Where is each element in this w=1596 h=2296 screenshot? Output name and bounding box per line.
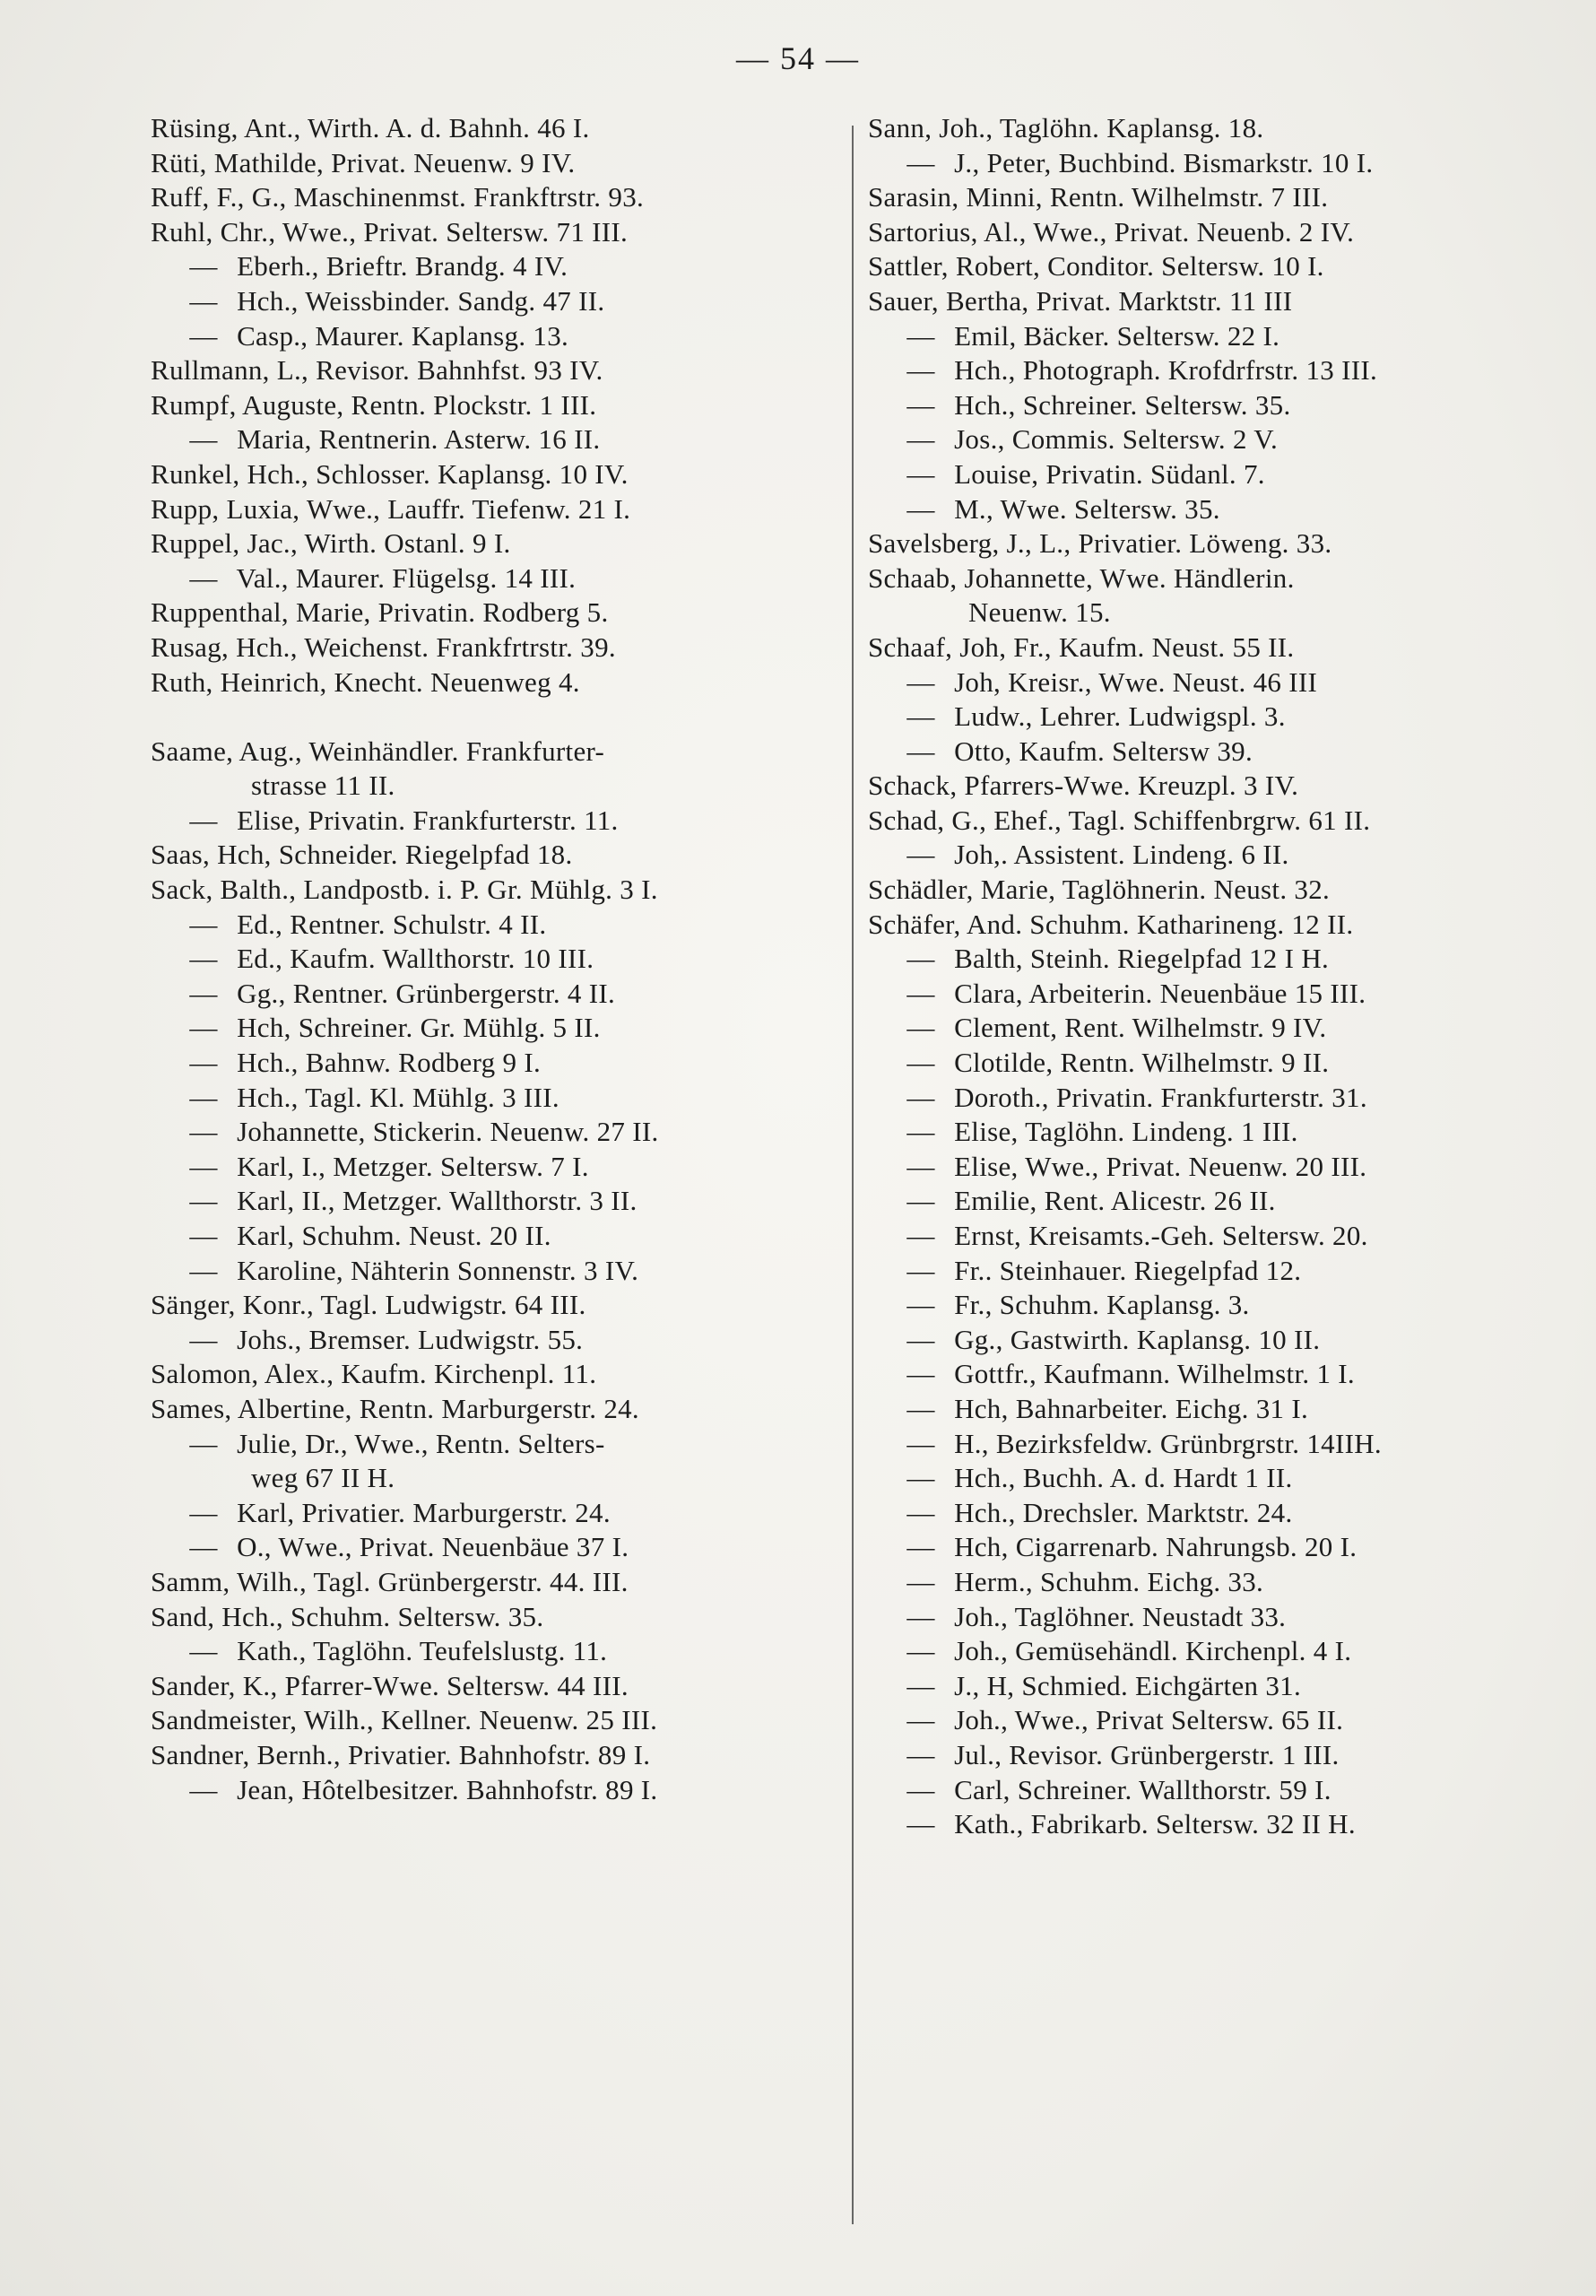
- ditto-dash: —: [189, 1531, 218, 1563]
- directory-entry: [868, 1496, 1531, 1531]
- directory-entry: [868, 908, 1531, 943]
- entry-text: Jos., Commis. Seltersw. 2 V.: [954, 423, 1278, 456]
- directory-entry: [868, 1357, 1531, 1392]
- entry-text: Karl, Privatier. Marburgerstr. 24.: [237, 1496, 611, 1528]
- entry-text: Casp., Maurer. Kaplansg. 13.: [237, 319, 569, 352]
- directory-entry: [868, 1530, 1531, 1565]
- entry-text: Karl, Schuhm. Neust. 20 II.: [237, 1220, 551, 1251]
- ditto-dash: —: [906, 665, 935, 698]
- directory-entry: [868, 492, 1531, 527]
- directory-entry: [868, 249, 1531, 284]
- directory-entry: [868, 1461, 1531, 1496]
- entry-text: Ernst, Kreisamts.-Geh. Seltersw. 20.: [954, 1220, 1368, 1251]
- entry-text: Herm., Schuhm. Eichg. 33.: [954, 1565, 1264, 1597]
- entry-text: Kath., Fabrikarb. Seltersw. 32 II H.: [954, 1808, 1356, 1840]
- directory-entry: [868, 1115, 1531, 1150]
- directory-entry: [151, 1565, 868, 1600]
- ditto-dash: —: [189, 1081, 218, 1113]
- directory-entry: [868, 561, 1531, 596]
- ditto-dash: —: [189, 1220, 218, 1251]
- ditto-dash: —: [906, 1012, 935, 1044]
- entry-text: Sandmeister, Wilh., Kellner. Neuenw. 25 III.: [151, 1704, 658, 1736]
- ditto-dash: —: [906, 700, 935, 733]
- entry-text: Saas, Hch, Schneider. Riegelpfad 18.: [151, 839, 573, 871]
- ditto-dash: —: [906, 1254, 935, 1286]
- ditto-dash: —: [906, 1116, 935, 1148]
- directory-entry: [151, 249, 868, 284]
- directory-entry: [151, 353, 868, 388]
- directory-entry: [151, 1357, 868, 1392]
- ditto-dash: —: [906, 977, 935, 1009]
- directory-entry: [868, 180, 1531, 215]
- directory-entry: [868, 215, 1531, 250]
- ditto-dash: —: [906, 1738, 935, 1770]
- entry-text: Rüsing, Ant., Wirth. A. d. Bahnh. 46 I.: [151, 112, 590, 144]
- entry-text: Sattler, Robert, Conditor. Seltersw. 10 I.: [868, 250, 1324, 283]
- entry-text: O., Wwe., Privat. Neuenbäue 37 I.: [237, 1531, 629, 1563]
- entry-text: strasse 11 II.: [251, 770, 395, 802]
- directory-entry: [868, 1565, 1531, 1600]
- directory-entry: [151, 596, 868, 631]
- ditto-dash: —: [906, 1358, 935, 1390]
- directory-entry: [151, 1184, 868, 1219]
- directory-entry: [151, 180, 868, 215]
- entry-text: Kath., Taglöhn. Teufelslustg. 11.: [237, 1635, 608, 1667]
- directory-entry: [868, 1738, 1531, 1773]
- ditto-dash: —: [189, 1773, 218, 1805]
- directory-entry: [151, 1530, 868, 1565]
- entry-text: Schad, G., Ehef., Tagl. Schiffenbrgrw. 61 II.: [868, 804, 1371, 836]
- directory-entry: [868, 1600, 1531, 1635]
- entry-text: Gottfr., Kaufmann. Wilhelmstr. 1 I.: [954, 1358, 1355, 1390]
- directory-entry: [868, 111, 1531, 146]
- directory-entry: [868, 1046, 1531, 1081]
- entry-text: Doroth., Privatin. Frankfurterstr. 31.: [954, 1081, 1367, 1113]
- ditto-dash: —: [906, 1462, 935, 1494]
- entry-text: Savelsberg, J., L., Privatier. Löweng. 33.: [868, 527, 1332, 560]
- ditto-dash: —: [906, 423, 935, 456]
- ditto-dash: —: [906, 943, 935, 975]
- directory-entry: [868, 1427, 1531, 1462]
- entry-text: Ruhl, Chr., Wwe., Privat. Seltersw. 71 III.: [151, 215, 629, 248]
- directory-entry: [151, 1150, 868, 1185]
- directory-entry: [868, 977, 1531, 1012]
- ditto-dash: —: [906, 492, 935, 525]
- directory-entry: [151, 1773, 868, 1808]
- directory-entry: [151, 146, 868, 181]
- entry-text: Elise, Privatin. Frankfurterstr. 11.: [237, 804, 619, 836]
- ditto-dash: —: [906, 319, 935, 352]
- ditto-dash: —: [906, 839, 935, 871]
- ditto-dash: —: [906, 1392, 935, 1424]
- entry-text: Sand, Hch., Schuhm. Seltersw. 35.: [151, 1600, 544, 1632]
- entry-text: Hch., Weissbinder. Sandg. 47 II.: [237, 284, 605, 317]
- directory-entry: [151, 1219, 868, 1254]
- entry-text: Sauer, Bertha, Privat. Marktstr. 11 III: [868, 284, 1293, 317]
- ditto-dash: —: [906, 1220, 935, 1251]
- directory-entry: [151, 1081, 868, 1116]
- ditto-dash: —: [906, 1600, 935, 1632]
- ditto-dash: —: [189, 284, 218, 317]
- entry-text: Johannette, Stickerin. Neuenw. 27 II.: [237, 1116, 659, 1148]
- entry-text: Hch., Schreiner. Seltersw. 35.: [954, 388, 1291, 421]
- entry-text: Joh,. Assistent. Lindeng. 6 II.: [954, 839, 1289, 871]
- entry-text: Sann, Joh., Taglöhn. Kaplansg. 18.: [868, 112, 1264, 144]
- directory-entry: [151, 838, 868, 873]
- entry-text: Rüti, Mathilde, Privat. Neuenw. 9 IV.: [151, 146, 576, 178]
- directory-entry: [868, 1634, 1531, 1669]
- directory-entry: [151, 1011, 868, 1046]
- entry-text: Saame, Aug., Weinhändler. Frankfurter-: [151, 735, 605, 767]
- directory-entry: [868, 1081, 1531, 1116]
- entry-text: Emilie, Rent. Alicestr. 26 II.: [954, 1185, 1276, 1217]
- entry-text: Sarasin, Minni, Rentn. Wilhelmstr. 7 III.: [868, 181, 1329, 213]
- directory-entry: [868, 319, 1531, 354]
- directory-entry: [868, 388, 1531, 423]
- directory-entry: [868, 1392, 1531, 1427]
- ditto-dash: —: [189, 1185, 218, 1217]
- entry-text: Jul., Revisor. Grünbergerstr. 1 III.: [954, 1738, 1340, 1770]
- entry-text: Schack, Pfarrers-Wwe. Kreuzpl. 3 IV.: [868, 770, 1299, 802]
- ditto-dash: —: [906, 388, 935, 421]
- directory-entry: [151, 1392, 868, 1427]
- directory-entry: [151, 1461, 868, 1496]
- directory-entry: [151, 1738, 868, 1773]
- ditto-dash: —: [906, 1531, 935, 1563]
- entry-text: Hch, Cigarrenarb. Nahrungsb. 20 I.: [954, 1531, 1357, 1563]
- entry-text: Karl, I., Metzger. Seltersw. 7 I.: [237, 1150, 589, 1182]
- directory-entry: [151, 284, 868, 319]
- directory-entry: [868, 353, 1531, 388]
- directory-entry: [151, 1703, 868, 1738]
- entry-text: Schädler, Marie, Taglöhnerin. Neust. 32.: [868, 874, 1331, 906]
- ditto-dash: —: [189, 1323, 218, 1355]
- entry-text: M., Wwe. Seltersw. 35.: [954, 492, 1220, 525]
- ditto-dash: —: [189, 1012, 218, 1044]
- directory-entry: [151, 457, 868, 492]
- directory-entry: [868, 942, 1531, 977]
- entry-text: Salomon, Alex., Kaufm. Kirchenpl. 11.: [151, 1358, 597, 1390]
- ditto-dash: —: [906, 1496, 935, 1528]
- ditto-dash: —: [189, 250, 218, 283]
- directory-entry: [868, 1807, 1531, 1842]
- entry-text: Sack, Balth., Landpostb. i. P. Gr. Mühlg. 3 I.: [151, 874, 658, 906]
- ditto-dash: —: [189, 1635, 218, 1667]
- entry-text: Elise, Wwe., Privat. Neuenw. 20 III.: [954, 1150, 1367, 1182]
- entry-text: Karoline, Nähterin Sonnenstr. 3 IV.: [237, 1254, 639, 1286]
- ditto-dash: —: [906, 1047, 935, 1079]
- entry-text: Samm, Wilh., Tagl. Grünbergerstr. 44. III.: [151, 1565, 629, 1597]
- entry-gap: [151, 700, 868, 735]
- directory-entry: [151, 1115, 868, 1150]
- directory-entry: [868, 1669, 1531, 1704]
- ditto-dash: —: [906, 1289, 935, 1321]
- entry-text: Fr., Schuhm. Kaplansg. 3.: [954, 1289, 1250, 1321]
- directory-entry: [151, 1046, 868, 1081]
- ditto-dash: —: [189, 977, 218, 1009]
- directory-entry: [151, 1669, 868, 1704]
- ditto-dash: —: [189, 1047, 218, 1079]
- directory-entry: [151, 942, 868, 977]
- directory-entry: [868, 284, 1531, 319]
- entry-text: Sandner, Bernh., Privatier. Bahnhofstr. 89 I.: [151, 1738, 651, 1770]
- entry-text: Ruppenthal, Marie, Privatin. Rodberg 5.: [151, 596, 609, 629]
- directory-entry: [151, 319, 868, 354]
- page-number: — 54 —: [736, 40, 860, 76]
- directory-entry: [151, 1427, 868, 1462]
- directory-entry: [868, 873, 1531, 908]
- entry-text: Elise, Taglöhn. Lindeng. 1 III.: [954, 1116, 1298, 1148]
- entry-text: Fr.. Steinhauer. Riegelpfad 12.: [954, 1254, 1302, 1286]
- directory-entry: [151, 665, 868, 700]
- directory-entry: [151, 908, 868, 943]
- ditto-dash: —: [189, 561, 218, 594]
- entry-text: Val., Maurer. Flügelsg. 14 III.: [236, 561, 577, 594]
- entry-text: Joh., Gemüsehändl. Kirchenpl. 4 I.: [954, 1635, 1352, 1667]
- directory-entry: [151, 215, 868, 250]
- directory-entry: [151, 422, 868, 457]
- ditto-dash: —: [189, 804, 218, 836]
- ditto-dash: —: [906, 1773, 935, 1805]
- entry-text: Ed., Kaufm. Wallthorstr. 10 III.: [237, 943, 594, 975]
- directory-entry: [151, 804, 868, 839]
- ditto-dash: —: [906, 1565, 935, 1597]
- entry-text: Rusag, Hch., Weichenst. Frankfrtrstr. 39.: [151, 631, 616, 663]
- entry-text: Johs., Bremser. Ludwigstr. 55.: [237, 1323, 584, 1355]
- directory-entry: [868, 1288, 1531, 1323]
- entry-text: J., Peter, Buchbind. Bismarkstr. 10 I.: [954, 146, 1374, 178]
- directory-entry: [151, 1634, 868, 1669]
- entry-text: Clement, Rent. Wilhelmstr. 9 IV.: [954, 1012, 1327, 1044]
- directory-entry: [151, 526, 868, 561]
- ditto-dash: —: [906, 1185, 935, 1217]
- entry-text: Ed., Rentner. Schulstr. 4 II.: [237, 908, 547, 940]
- entry-text: Gg., Gastwirth. Kaplansg. 10 II.: [954, 1323, 1321, 1355]
- entry-text: Maria, Rentnerin. Asterw. 16 II.: [237, 423, 601, 456]
- directory-entry: [151, 1254, 868, 1289]
- entry-text: Eberh., Brieftr. Brandg. 4 IV.: [237, 250, 568, 283]
- ditto-dash: —: [906, 735, 935, 767]
- entry-text: Hch., Buchh. A. d. Hardt 1 II.: [954, 1462, 1293, 1494]
- directory-entry: [151, 1600, 868, 1635]
- entry-text: Clotilde, Rentn. Wilhelmstr. 9 II.: [954, 1047, 1330, 1079]
- entry-text: Hch., Drechsler. Marktstr. 24.: [954, 1496, 1293, 1528]
- directory-entry: [868, 1254, 1531, 1289]
- directory-entry: [151, 388, 868, 423]
- directory-entry: [868, 804, 1531, 839]
- directory-entry: [868, 1011, 1531, 1046]
- directory-entry: [868, 769, 1531, 804]
- entry-text: Ruff, F., G., Maschinenmst. Frankftrstr. 93.: [151, 181, 645, 213]
- directory-entry: [151, 977, 868, 1012]
- entry-text: H., Bezirksfeldw. Grünbrgrstr. 14IIH.: [954, 1427, 1382, 1459]
- entry-text: Sames, Albertine, Rentn. Marburgerstr. 24.: [151, 1392, 639, 1424]
- ditto-dash: —: [189, 1150, 218, 1182]
- entry-text: Jean, Hôtelbesitzer. Bahnhofstr. 89 I.: [237, 1773, 658, 1805]
- entry-text: Ludw., Lehrer. Ludwigspl. 3.: [954, 700, 1286, 733]
- right-column: [868, 111, 1531, 1842]
- ditto-dash: —: [189, 423, 218, 456]
- entry-text: Sänger, Konr., Tagl. Ludwigstr. 64 III.: [151, 1289, 586, 1321]
- ditto-dash: —: [906, 1081, 935, 1113]
- directory-entry: [868, 1773, 1531, 1808]
- ditto-dash: —: [906, 457, 935, 490]
- column-divider: [852, 126, 854, 2224]
- directory-entry: [151, 561, 868, 596]
- left-column: [151, 111, 868, 1807]
- entry-text: Clara, Arbeiterin. Neuenbäue 15 III.: [954, 977, 1366, 1009]
- entry-text: Joh., Wwe., Privat Seltersw. 65 II.: [954, 1704, 1344, 1736]
- directory-entry: [868, 596, 1531, 631]
- ditto-dash: —: [906, 354, 935, 387]
- directory-entry: [868, 422, 1531, 457]
- ditto-dash: —: [906, 146, 935, 178]
- directory-entry: [868, 700, 1531, 735]
- directory-entry: [868, 631, 1531, 665]
- directory-entry: [868, 146, 1531, 181]
- entry-text: Hch, Schreiner. Gr. Mühlg. 5 II.: [237, 1012, 601, 1044]
- entry-text: Ruth, Heinrich, Knecht. Neuenweg 4.: [151, 665, 580, 698]
- directory-entry: [868, 1703, 1531, 1738]
- directory-entry: [151, 1496, 868, 1531]
- entry-text: J., H, Schmied. Eichgärten 31.: [954, 1669, 1302, 1701]
- ditto-dash: —: [906, 1427, 935, 1459]
- directory-entry: [868, 1184, 1531, 1219]
- ditto-dash: —: [906, 1808, 935, 1840]
- entry-text: Otto, Kaufm. Seltersw 39.: [954, 735, 1253, 767]
- ditto-dash: —: [189, 319, 218, 352]
- entry-text: Carl, Schreiner. Wallthorstr. 59 I.: [954, 1773, 1331, 1805]
- directory-entry: [868, 838, 1531, 873]
- entry-text: Hch., Photograph. Krofdrfrstr. 13 III.: [954, 354, 1378, 387]
- directory-entry: [868, 1323, 1531, 1358]
- entry-text: Sander, K., Pfarrer-Wwe. Seltersw. 44 III.: [151, 1669, 629, 1701]
- entry-text: Emil, Bäcker. Seltersw. 22 I.: [954, 319, 1280, 352]
- entry-text: Hch., Tagl. Kl. Mühlg. 3 III.: [237, 1081, 559, 1113]
- ditto-dash: —: [906, 1150, 935, 1182]
- entry-text: Hch, Bahnarbeiter. Eichg. 31 I.: [954, 1392, 1309, 1424]
- entry-text: Hch., Bahnw. Rodberg 9 I.: [237, 1047, 542, 1079]
- ditto-dash: —: [189, 1427, 218, 1459]
- directory-entry: [868, 526, 1531, 561]
- ditto-dash: —: [189, 1254, 218, 1286]
- ditto-dash: —: [906, 1635, 935, 1667]
- directory-entry: [868, 1219, 1531, 1254]
- entry-text: Schaab, Johannette, Wwe. Händlerin.: [868, 561, 1295, 594]
- entry-text: Schäfer, And. Schuhm. Katharineng. 12 II.: [868, 908, 1354, 940]
- directory-entry: [151, 631, 868, 665]
- ditto-dash: —: [906, 1669, 935, 1701]
- entry-text: Joh, Kreisr., Wwe. Neust. 46 III: [954, 665, 1318, 698]
- directory-entry: [151, 1288, 868, 1323]
- entry-text: Runkel, Hch., Schlosser. Kaplansg. 10 IV.: [151, 457, 629, 490]
- ditto-dash: —: [189, 943, 218, 975]
- entry-text: Ruppel, Jac., Wirth. Ostanl. 9 I.: [151, 527, 511, 560]
- ditto-dash: —: [906, 1704, 935, 1736]
- entry-text: Joh., Taglöhner. Neustadt 33.: [954, 1600, 1287, 1632]
- ditto-dash: —: [189, 1496, 218, 1528]
- entry-text: Gg., Rentner. Grünbergerstr. 4 II.: [237, 977, 616, 1009]
- entry-text: weg 67 II H.: [251, 1462, 395, 1494]
- entry-text: Rullmann, L., Revisor. Bahnhfst. 93 IV.: [151, 354, 603, 387]
- directory-entry: [151, 492, 868, 527]
- entry-text: Karl, II., Metzger. Wallthorstr. 3 II.: [237, 1185, 638, 1217]
- ditto-dash: —: [906, 1323, 935, 1355]
- entry-text: Neuenw. 15.: [968, 596, 1111, 629]
- entry-text: Schaaf, Joh, Fr., Kaufm. Neust. 55 II.: [868, 631, 1295, 663]
- entry-text: Louise, Privatin. Südanl. 7.: [954, 457, 1265, 490]
- entry-text: Rumpf, Auguste, Rentn. Plockstr. 1 III.: [151, 388, 597, 421]
- directory-entry: [151, 769, 868, 804]
- directory-entry: [868, 735, 1531, 770]
- directory-entry: [151, 111, 868, 146]
- directory-entry: [151, 735, 868, 770]
- directory-entry: [868, 665, 1531, 700]
- entry-text: Julie, Dr., Wwe., Rentn. Selters-: [237, 1427, 605, 1459]
- directory-entry: [868, 1150, 1531, 1185]
- directory-entry: [868, 457, 1531, 492]
- entry-text: Sartorius, Al., Wwe., Privat. Neuenb. 2 IV.: [868, 215, 1355, 248]
- ditto-dash: —: [189, 908, 218, 940]
- ditto-dash: —: [189, 1116, 218, 1148]
- directory-entry: [151, 1323, 868, 1358]
- entry-text: Balth, Steinh. Riegelpfad 12 I H.: [954, 943, 1330, 975]
- entry-text: Rupp, Luxia, Wwe., Lauffr. Tiefenw. 21 I.: [151, 492, 631, 525]
- directory-entry: [151, 873, 868, 908]
